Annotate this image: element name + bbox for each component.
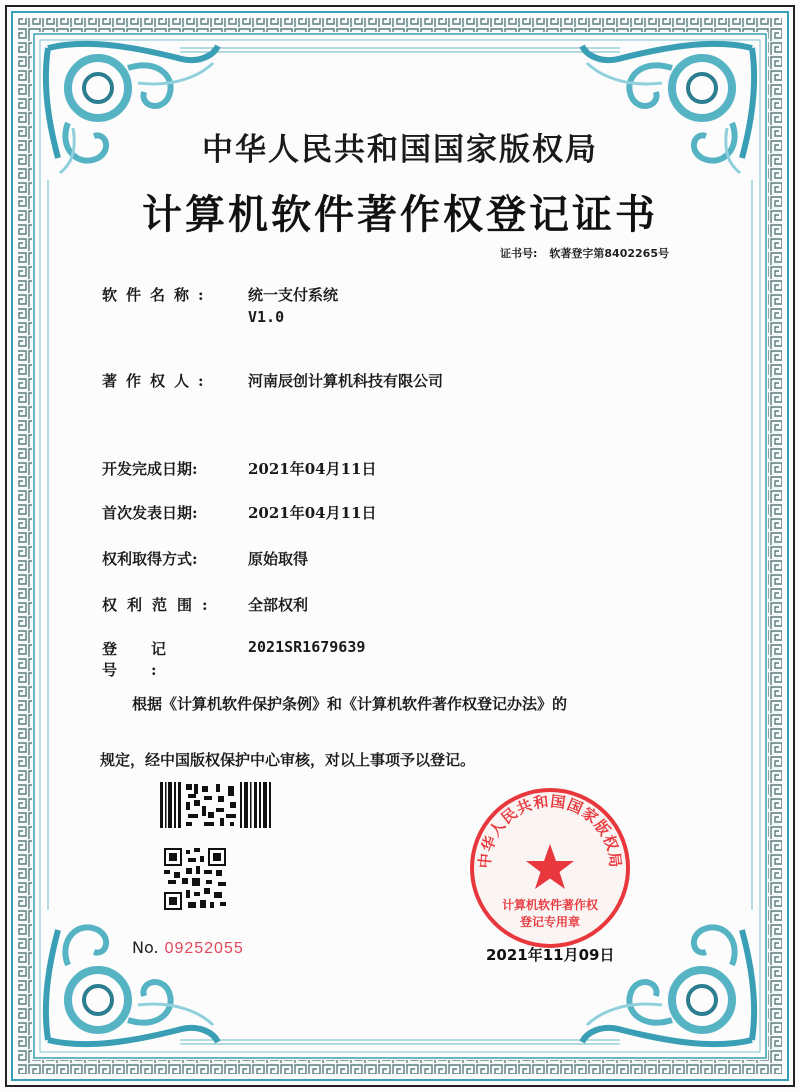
field-label: 著作权人: bbox=[102, 372, 213, 390]
field-value-version: V1.0 bbox=[248, 308, 285, 326]
field-label: 软件名称: bbox=[102, 286, 213, 304]
field-value: 2021SR1679639 bbox=[248, 638, 366, 656]
serial-value: 09252055 bbox=[164, 940, 244, 957]
certificate-number-value: 软著登字第8402265号 bbox=[549, 247, 669, 260]
qr-code-icon bbox=[164, 848, 226, 910]
corner-ornament-icon bbox=[28, 910, 228, 1060]
serial-prefix: No. bbox=[132, 938, 159, 957]
field-registration-number bbox=[102, 638, 366, 680]
issue-date: 2021年11月09日 bbox=[486, 946, 615, 964]
field-publication-date bbox=[102, 502, 377, 523]
certificate-title: 计算机软件著作权登记证书 bbox=[142, 191, 658, 238]
field-completion-date bbox=[102, 458, 377, 479]
field-value: 原始取得 bbox=[248, 550, 309, 568]
statement-line-1: 根据《计算机软件保护条例》和《计算机软件著作权登记办法》的 bbox=[132, 695, 568, 713]
serial-number bbox=[132, 938, 244, 958]
seal-line-2: 登记专用章 bbox=[519, 915, 581, 929]
field-acquisition-method bbox=[102, 548, 309, 569]
certificate-number bbox=[500, 245, 669, 261]
field-label: 开发完成日期: bbox=[102, 460, 198, 478]
field-value: 2021年04月11日 bbox=[248, 504, 377, 522]
field-copyright-owner bbox=[102, 370, 444, 391]
field-value: 河南辰创计算机科技有限公司 bbox=[248, 372, 444, 390]
issuing-authority: 中华人民共和国国家版权局 bbox=[202, 132, 598, 168]
field-label: 权利范围: bbox=[102, 596, 218, 614]
barcode-icon bbox=[160, 782, 274, 828]
field-value: 全部权利 bbox=[248, 596, 309, 614]
registration-statement bbox=[100, 676, 720, 788]
field-software-name bbox=[102, 284, 339, 326]
statement-line-2: 规定，经中国版权保护中心审核，对以上事项予以登记。 bbox=[100, 751, 476, 769]
seal-ring-text: 中华人民共和国国家版权局 bbox=[475, 792, 625, 870]
field-label: 首次发表日期: bbox=[102, 504, 198, 522]
official-seal-icon bbox=[468, 786, 632, 950]
field-rights-scope bbox=[102, 594, 309, 615]
seal-line-1: 计算机软件著作权 bbox=[501, 898, 599, 912]
field-label: 权利取得方式: bbox=[102, 550, 198, 568]
field-value: 2021年04月11日 bbox=[248, 460, 377, 478]
certificate-number-label: 证书号: bbox=[500, 247, 538, 260]
field-label: 登记号: bbox=[102, 640, 201, 679]
field-value: 统一支付系统 bbox=[248, 286, 339, 304]
